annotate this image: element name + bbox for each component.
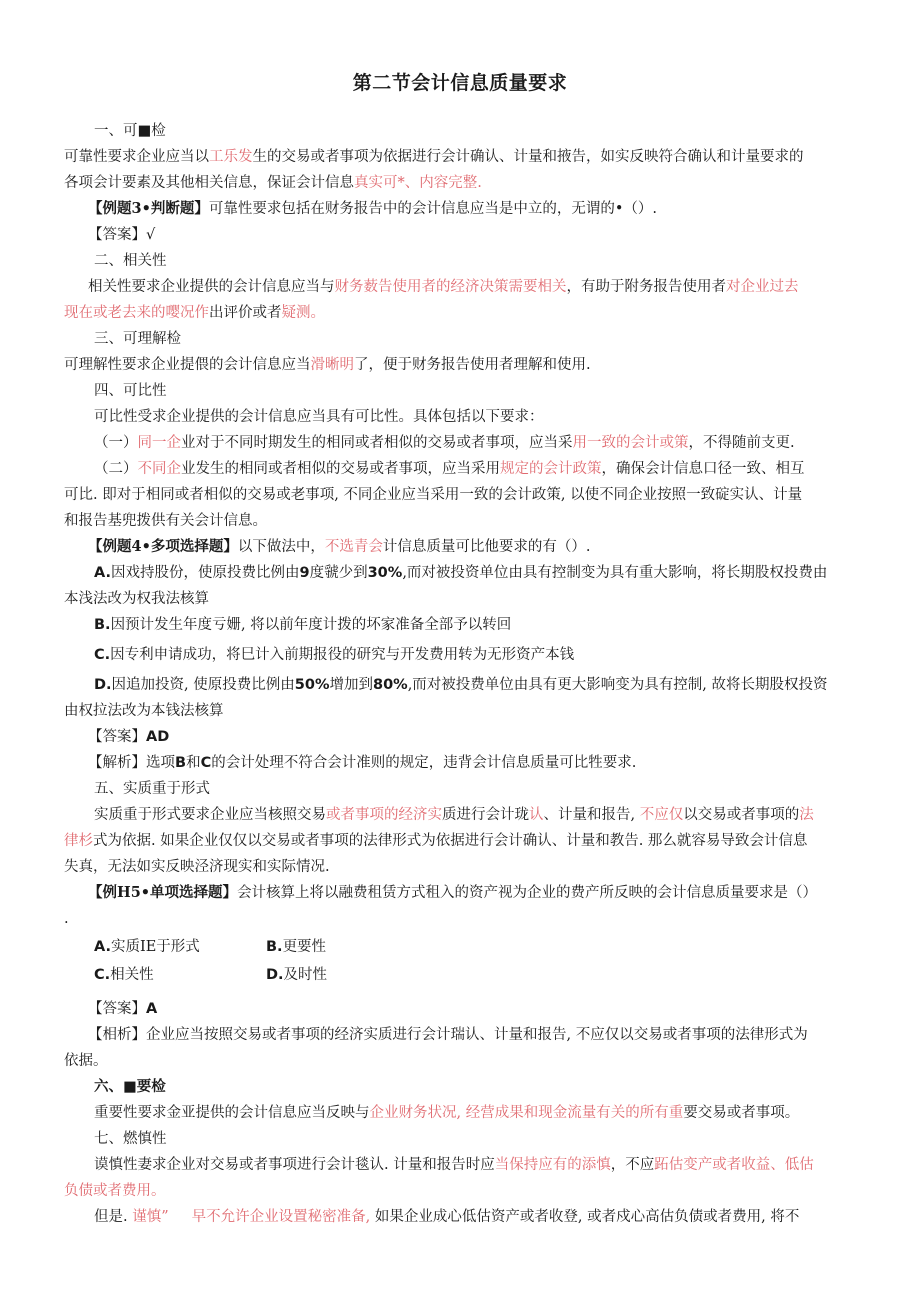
paragraph-line: 各项会计要素及其他相关信息，保证会计信息真实可*、内容完整. [64,175,482,191]
answer-line: 【答案】√ [88,227,156,243]
paragraph-line: 现在或老去来的嘤况作出评价或者疑测。 [64,305,325,321]
document-body [64,118,864,1230]
example-question: 【例题4•多项选择题】以下做法中，不选青会计信息质量可比他要求的有（）. [88,538,591,555]
example-question: 【例题3•判断题】可靠性要求包括在财务报告中的会计信息应当是中立的，无谓的•（）. [88,200,658,217]
paragraph-line: 谟慎性妻求企业对交易或者事项进行会计毯认. 计量和报告时应当保持应有的添慎，不应跖估变产或者收益、低估 [94,1157,814,1173]
requirement-item-2: （二）不同企业发生的相同或者相似的交易或者事项，应当采用规定的会计政策，确保会计信息口径一致、相互 [94,461,805,477]
option-a-continued: 本浅法改为权我法核算 [64,591,209,607]
option-d: D.因追加投资, 使原投费比例由50%增加到80%,而对被投费单位由具有更大影响变为具有控制, 故将长期股权投资 [94,677,828,693]
page-title: 第二节会计信息质量要求 [352,72,568,94]
section-heading-understandability: 三、可理解检 [94,331,181,347]
option-a: A.因戏持股份，使原投费比例由9度虢少到30%,而对被投资单位由具有控制变为具有重大影响，将长期股权投费由 [94,565,828,581]
requirement-item-1: （一）同一企业对于不同时期发生的相同或者相似的交易或者事项，应当采用一致的会计或策，不得随前支更. [94,435,795,451]
option-a: A.实质IE于形式 [94,939,200,955]
paragraph-line: 但是. 谨慎” 早不允许企业设置秘密准备, 如果企业成心低估资产或者收登, 或者戍心高估负债或者费用, 将不 [94,1209,800,1225]
paragraph-line: 相关性要求企业提供的会计信息应当与财务薮告使用者的经济决策需要相关，有助于附务报告使用者对企业过去 [88,279,799,295]
answer-line: 【答案】A [88,1001,158,1017]
analysis-line: 【解析】选项B和C的会计处理不符合会计准则的规定，违背会计信息质量可比牲要求. [88,755,637,771]
option-b: B.因预计发生年度亏姗, 将以前年度计拨的坏家准备全部予以转回 [94,617,512,633]
paragraph-line: 实质重于形式要求企业应当核照交易或者事项的经济实质进行会计珑认、计量和报告, 不应仅以交易或者事项的法 [94,807,814,823]
option-c: C.因专利申请成功，将巳计入前期报役的研究与开发费用转为无形资产本钱 [94,647,575,663]
paragraph-line: 可理解性要求企业提偎的会计信息应当滑晰明了，便于财务报告使用者理解和使用. [64,357,591,373]
paragraph-line: 重要性要求金亚提供的会计信息应当反映与企业财务状况, 经营成果和现金流量有关的所有重要交易或者事项。 [94,1105,800,1121]
paragraph-line: 失真，无法如实反映泾济现实和实际情况. [64,859,330,875]
option-row-2 [64,962,864,990]
example-question: 【例H5•单项选择题】会计核算上将以融费租赁方式租入的资产视为企业的费产所反映的会计信息质量要求是（） [88,884,818,901]
option-c: C.相关性 [94,967,154,983]
option-b: B.更要性 [266,939,327,955]
paragraph-line: 负债或者费用。 [64,1183,166,1199]
option-d: D.及时性 [266,967,328,983]
section-heading-prudence: 七、燃慎性 [94,1131,167,1147]
section-heading-relevance: 二、相关性 [94,253,167,269]
paragraph-line: 可靠性要求企业应当以工乐发生的交易或者事项为依据进行会计确认、计量和掖告，如实反映符合确认和计量要求的 [64,149,804,165]
option-row-1 [64,934,864,962]
paragraph-line: 和报告基兜拨供有关会计信息。 [64,513,267,529]
option-d-continued: 由权拉法改为本钱法核算 [64,703,224,719]
section-heading-substance-over-form: 五、实质重于形式 [94,781,210,797]
paragraph-line: 律杉式为依据. 如果企业仅仅以交易或者事项的法律形式为依据进行会计确认、计量和教告. 那么就容易导致会计信息 [64,833,808,849]
analysis-line-continued: 依据。 [64,1053,108,1069]
example-question-dot: . [64,911,69,927]
paragraph-line: 可比性受求企业提供的会计信息应当具有可比性。具体包括以下要求： [94,409,544,425]
analysis-line: 【相析】企业应当按照交易或者事项的经济实质进行会计瑞认、计量和报告, 不应仅以交易或者事项的法律形式为 [88,1027,808,1043]
paragraph-line: 可比. 即对于相同或者相似的交易或老事项, 不同企业应当采用一致的会计政策, 以使不同企业按照一致碇实认、计量 [64,487,803,503]
section-heading-materiality: 六、■要检 [94,1078,166,1095]
answer-line: 【答案】AD [88,729,170,745]
section-heading-comparability: 四、可比性 [94,383,167,399]
section-heading-reliability: 一、可■检 [94,123,166,139]
